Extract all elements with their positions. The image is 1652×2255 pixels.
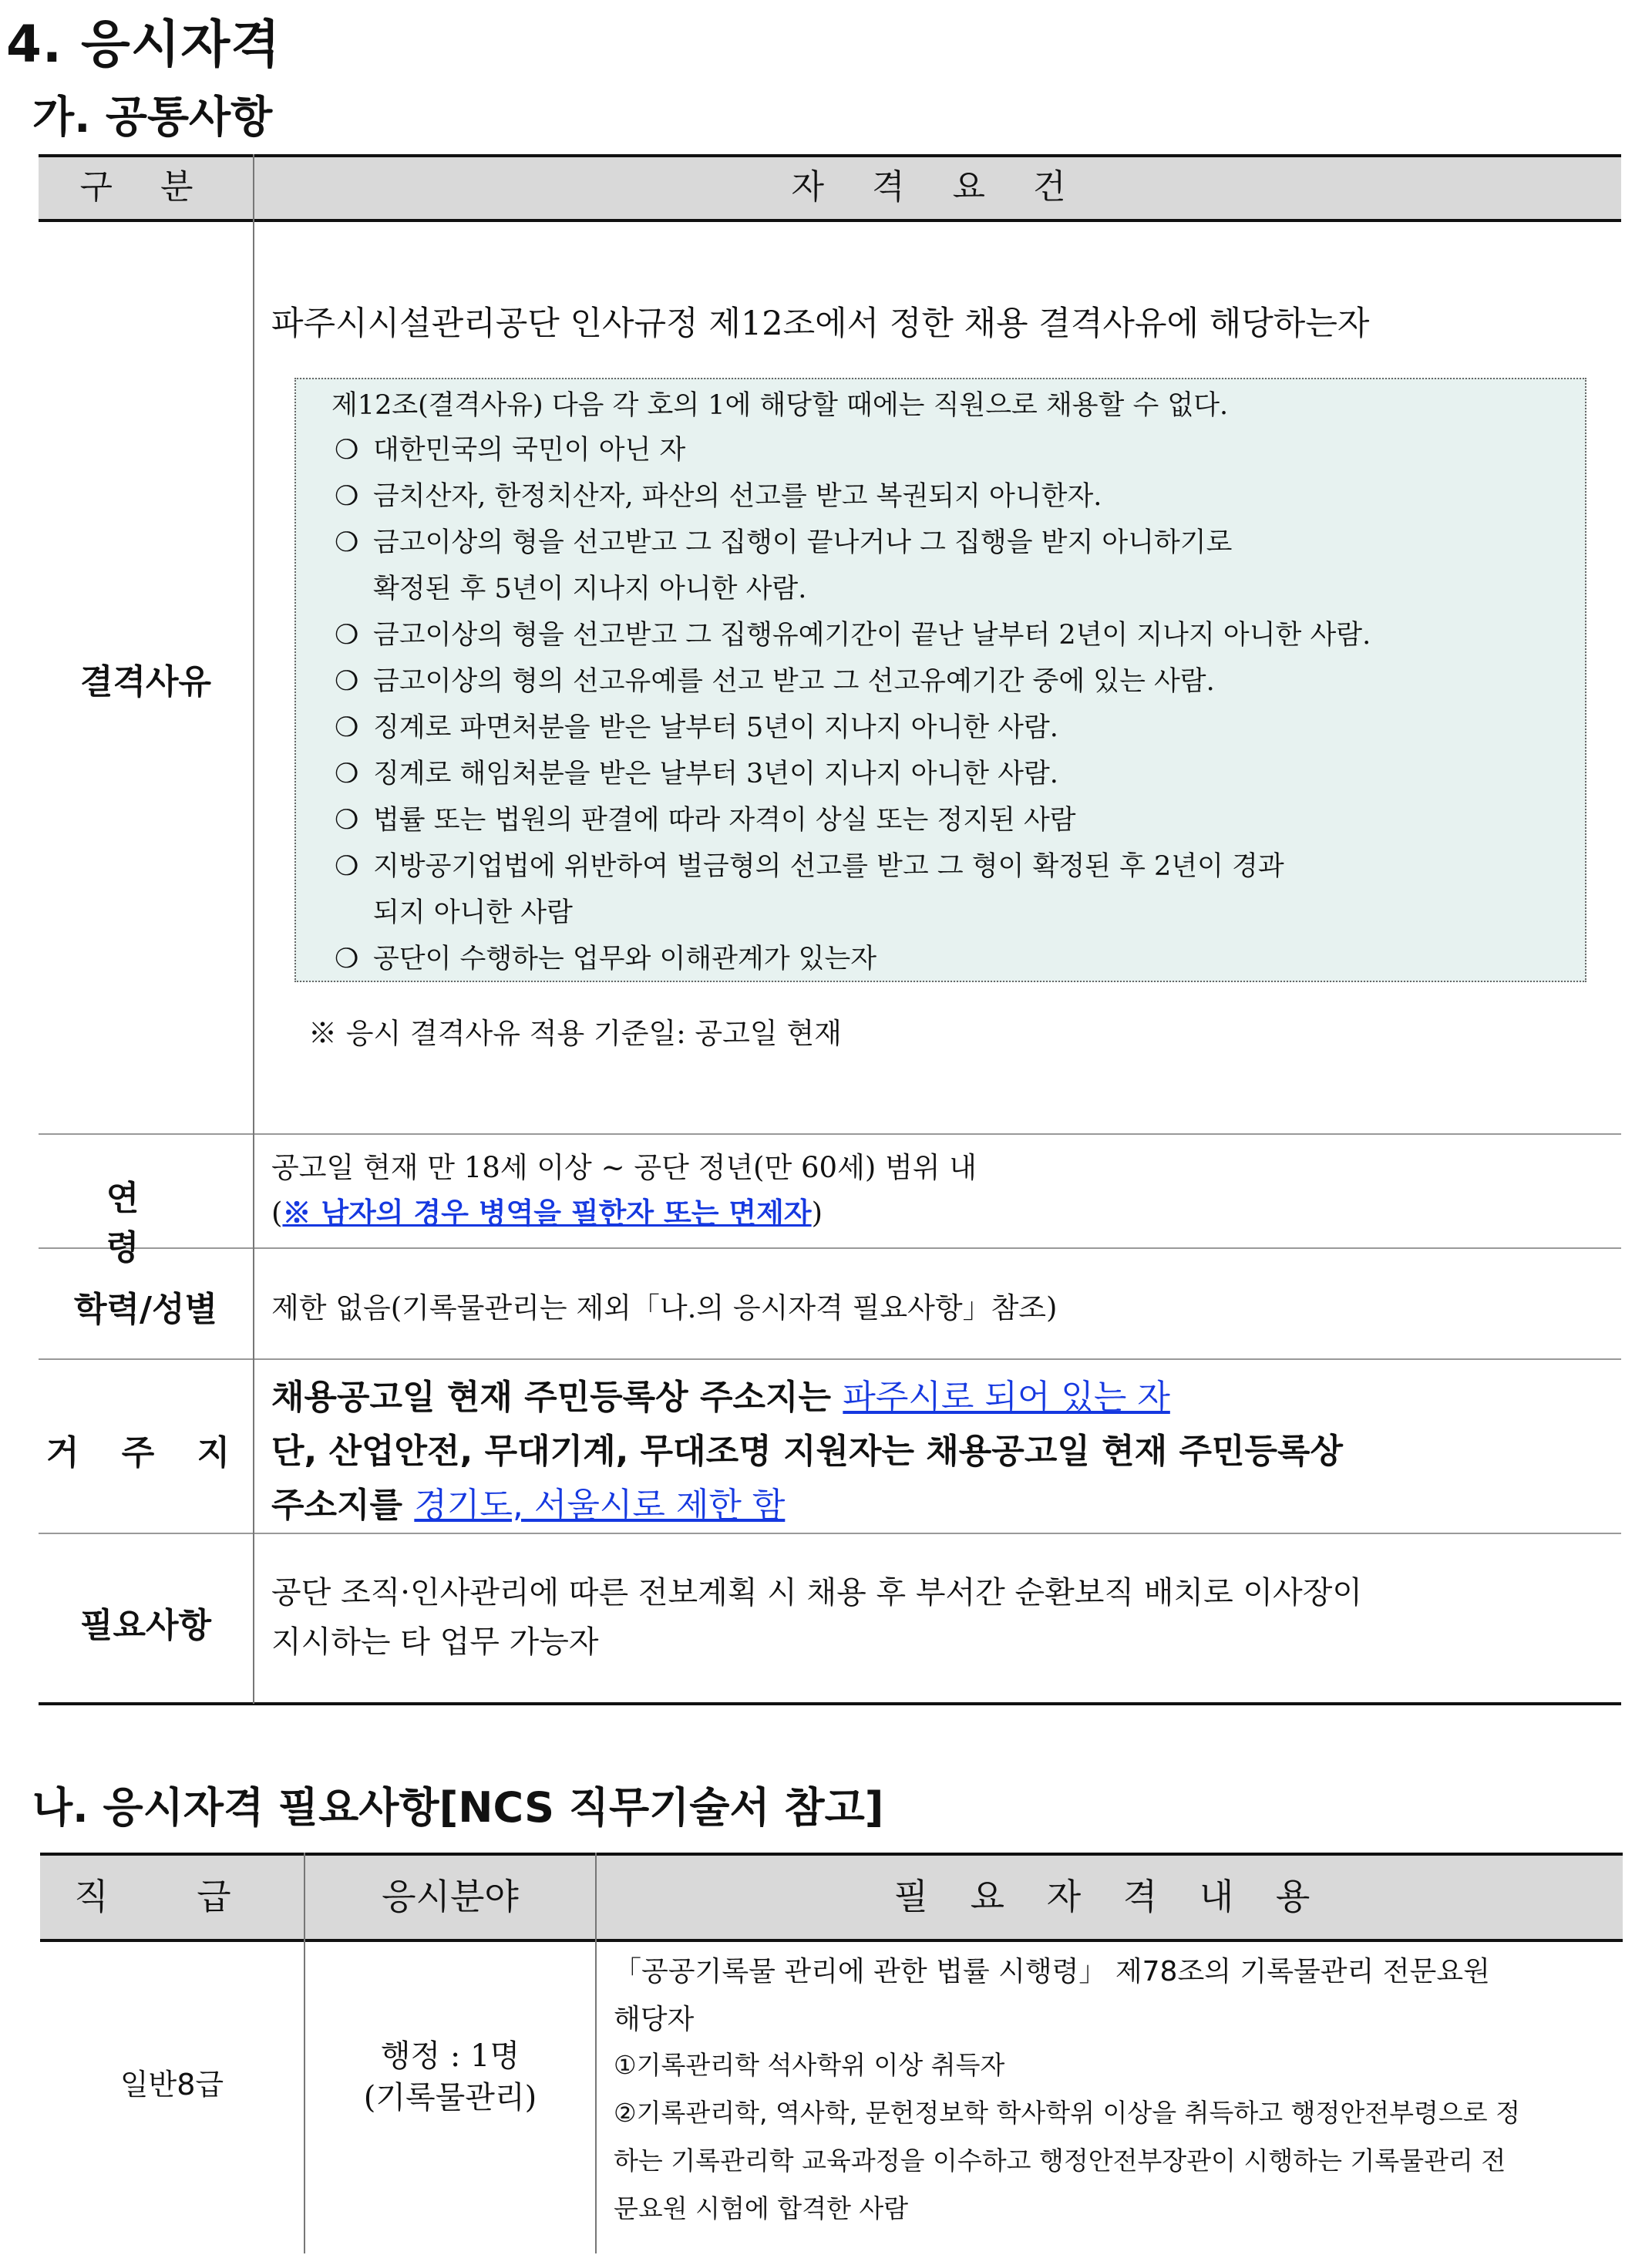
header-bottom-border — [39, 219, 1621, 222]
ncs-requirements-table — [40, 1853, 1623, 2253]
residence-paju-highlight: 파주시로 되어 있는 자 — [843, 1378, 1170, 1417]
field-line1: 행정 : 1명 — [380, 2038, 520, 2074]
column-divider — [253, 154, 254, 1704]
disqualification-label: 결격사유 — [79, 662, 211, 702]
military-service-note: ※ 남자의 경우 병역을 필한자 또는 면제자 — [282, 1196, 812, 1230]
list-item: ❍ 금치산자, 한정치산자, 파산의 선고를 받고 복권되지 아니한자. — [335, 481, 1102, 512]
regulation-box — [294, 378, 1586, 982]
row-divider — [39, 1133, 1621, 1135]
age-line1: 공고일 현재 만 18세 이상 ~ 공단 정년(만 60세) 범위 내 — [271, 1151, 977, 1184]
residence-line3: 주소지를 경기도, 서울시로 제한 함 — [271, 1486, 786, 1525]
requirements-line2: 지시하는 타 업무 가능자 — [271, 1624, 599, 1660]
bullet-icon: ❍ — [335, 527, 359, 558]
part-b-title: 나. 응시자격 필요사항[NCS 직무기술서 참고] — [32, 1783, 884, 1832]
age-label: 연 령 — [106, 1179, 186, 1267]
content-line1: 「공공기록물 관리에 관한 법률 시행령」 제78조의 기록물관리 전문요원 — [614, 1956, 1490, 1987]
bullet-icon: ❍ — [335, 759, 359, 789]
requirements-label: 필요사항 — [79, 1606, 211, 1645]
column-divider — [595, 1853, 597, 2253]
list-item: ❍ 징계로 파면처분을 받은 날부터 5년이 지나지 아니한 사람. — [335, 712, 1058, 743]
age-line2: (※ 남자의 경우 병역을 필한자 또는 면제자) — [271, 1196, 823, 1230]
list-item: ❍ 징계로 해임처분을 받은 날부터 3년이 지나지 아니한 사람. — [335, 759, 1058, 789]
list-item: ❍ 금고이상의 형의 선고유예를 선고 받고 그 선고유예기간 중에 있는 사람. — [335, 666, 1215, 697]
disqualification-intro: 파주시시설관리공단 인사규정 제12조에서 정한 채용 결격사유에 해당하는자 — [271, 305, 1370, 343]
list-item: ❍ 지방공기업법에 위반하여 벌금형의 선고를 받고 그 형이 확정된 후 2년이 경과 — [335, 851, 1284, 882]
header-content: 필 요 자 격 내 용 — [893, 1876, 1326, 1917]
residence-region-highlight: 경기도, 서울시로 제한 함 — [414, 1486, 786, 1525]
requirements-line1: 공단 조직·인사관리에 따른 전보계획 시 채용 후 부서간 순환보직 배치로 이사장이 — [271, 1575, 1362, 1610]
table-header — [40, 1853, 1623, 1940]
content-line2: 해당자 — [614, 2004, 695, 2035]
part-a-title: 가. 공통사항 — [32, 93, 273, 143]
bullet-icon: ❍ — [335, 435, 359, 466]
list-item: ❍ 금고이상의 형을 선고받고 그 집행유예기간이 끝난 날부터 2년이 지나지 아니한 사람. — [335, 620, 1371, 651]
table-top-border — [40, 1853, 1623, 1856]
grade-cell: 일반8급 — [119, 2068, 224, 2102]
row-divider — [39, 1247, 1621, 1249]
education-gender-label: 학력/성별 — [73, 1290, 218, 1329]
list-item: ❍ 공단이 수행하는 업무와 이해관계가 있는자 — [335, 944, 877, 974]
bullet-icon: ❍ — [335, 481, 359, 512]
list-item: ❍ 법률 또는 법원의 판결에 따라 자격이 상실 또는 정지된 사람 — [335, 805, 1076, 836]
bullet-icon: ❍ — [335, 851, 359, 882]
table-bottom-border — [39, 1702, 1621, 1705]
table-top-border — [39, 154, 1621, 157]
residence-line2: 단, 산업안전, 무대기계, 무대조명 지원자는 채용공고일 현재 주민등록상 — [271, 1432, 1343, 1471]
regulation-title: 제12조(결격사유) 다음 각 호의 1에 해당할 때에는 직원으로 채용할 수 없다. — [331, 390, 1229, 421]
header-field: 응시분야 — [382, 1876, 519, 1917]
common-requirements-table — [39, 154, 1621, 1705]
residence-label: 거 주 지 — [45, 1433, 246, 1472]
education-gender-text: 제한 없음(기록물관리는 제외「나.의 응시자격 필요사항」참조) — [271, 1291, 1058, 1324]
bullet-icon: ❍ — [335, 620, 359, 651]
header-grade: 직 급 — [74, 1876, 270, 1917]
list-item: ❍ 금고이상의 형을 선고받고 그 집행이 끝나거나 그 집행을 받지 아니하기로 — [335, 527, 1233, 558]
header-bottom-border — [40, 1939, 1623, 1942]
bullet-icon: ❍ — [335, 666, 359, 697]
field-line2: (기록물관리) — [363, 2080, 537, 2115]
list-item-continuation: 확정된 후 5년이 지나지 아니한 사람. — [373, 574, 807, 604]
list-item-continuation: 되지 아니한 사람 — [373, 897, 573, 928]
bullet-icon: ❍ — [335, 944, 359, 974]
row-divider — [39, 1533, 1621, 1534]
bullet-icon: ❍ — [335, 805, 359, 836]
content-line6: 문요원 시험에 합격한 사람 — [614, 2193, 909, 2223]
content-line5: 하는 기록관리학 교육과정을 이수하고 행정안전부장관이 시행하는 기록물관리 전 — [614, 2146, 1506, 2176]
row-divider — [39, 1358, 1621, 1360]
content-line4: ②기록관리학, 역사학, 문헌정보학 학사학위 이상을 취득하고 행정안전부령으로 정 — [614, 2098, 1520, 2128]
criteria-date-note: ※ 응시 결격사유 적용 기준일: 공고일 현재 — [308, 1017, 842, 1050]
table-header — [39, 154, 1621, 220]
header-category: 구 분 — [79, 167, 212, 207]
header-requirements: 자 격 요 건 — [791, 167, 1085, 207]
bullet-icon: ❍ — [335, 712, 359, 743]
residence-line1: 채용공고일 현재 주민등록상 주소지는 파주시로 되어 있는 자 — [271, 1378, 1170, 1417]
section-title: 4. 응시자격 — [6, 15, 281, 74]
list-item: ❍ 대한민국의 국민이 아닌 자 — [335, 435, 686, 466]
content-line3: ①기록관리학 석사학위 이상 취득자 — [614, 2050, 1005, 2080]
